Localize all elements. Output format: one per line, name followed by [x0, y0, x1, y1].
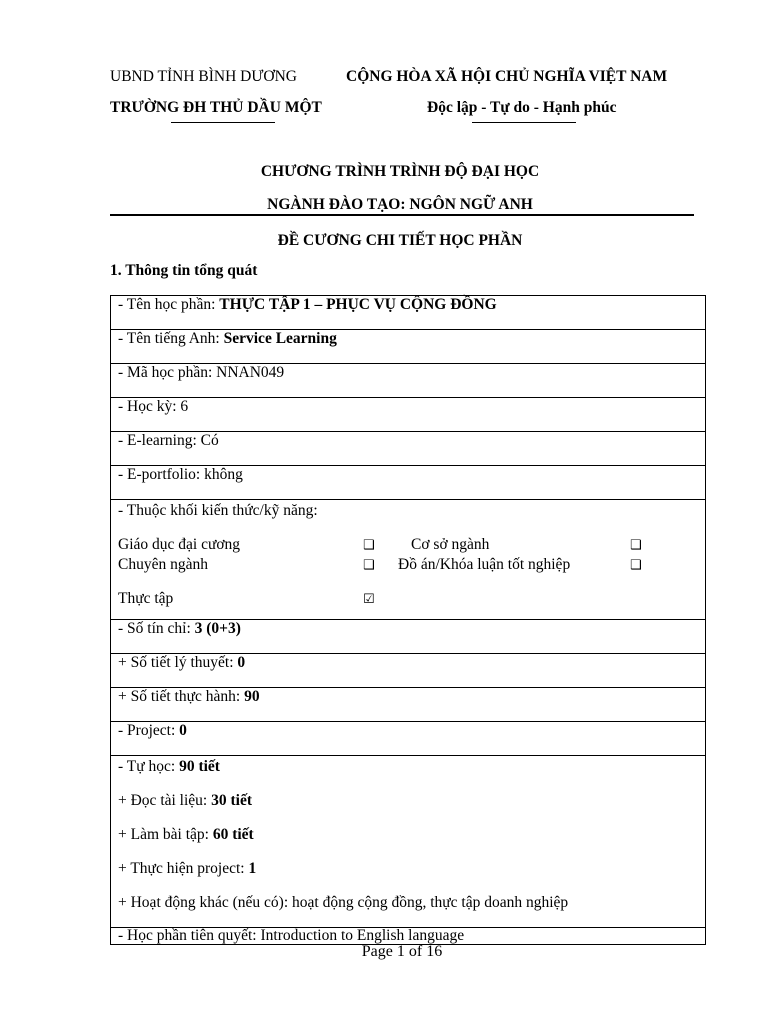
- option-internship-label: Thực tập: [118, 590, 174, 607]
- reading-label: + Đọc tài liệu:: [118, 792, 212, 809]
- table-row: [111, 688, 706, 722]
- option-row-3: [118, 590, 698, 612]
- theory-label: + Số tiết lý thuyết:: [118, 654, 238, 671]
- table-row: [111, 756, 706, 928]
- reading-line: [118, 791, 698, 825]
- self-study-line: [118, 757, 698, 791]
- outline-title: ĐỀ CƯƠNG CHI TIẾT HỌC PHẦN: [277, 232, 523, 249]
- page-number: Page 1 of 16: [361, 943, 443, 960]
- course-info-table: [110, 295, 706, 945]
- title-rule: [110, 214, 694, 216]
- project-exec-line: [118, 859, 698, 893]
- option-internship-checkbox[interactable]: ☑: [363, 592, 375, 607]
- option-thesis-label: Đồ án/Khóa luận tốt nghiệp: [398, 556, 571, 573]
- header-motto: Độc lập - Tự do - Hạnh phúc: [427, 99, 617, 116]
- option-specialized-label: Chuyên ngành: [118, 556, 208, 573]
- prerequisite-cell: - Học phần tiên quyết: Introduction to English language: [111, 928, 706, 945]
- theory-cell: [111, 654, 706, 688]
- english-name-cell: [111, 330, 706, 364]
- table-row: [111, 466, 706, 500]
- project-exec-label: + Thực hiện project:: [118, 860, 249, 877]
- practice-cell: [111, 688, 706, 722]
- option-base-checkbox[interactable]: ❑: [630, 538, 642, 553]
- project-exec-value: 1: [248, 860, 257, 877]
- english-name-value: Service Learning: [223, 330, 337, 347]
- table-row: [111, 432, 706, 466]
- table-row: [111, 928, 706, 945]
- elearning-cell: - E-learning: Có: [111, 432, 706, 466]
- table-row: [111, 654, 706, 688]
- english-name-label: - Tên tiếng Anh:: [118, 330, 224, 347]
- table-row: [111, 722, 706, 756]
- table-row: [111, 620, 706, 654]
- option-general-label: Giáo dục đại cương: [118, 536, 241, 553]
- self-study-value: 90 tiết: [179, 758, 220, 775]
- course-name-value: THỰC TẬP 1 – PHỤC VỤ CỘNG ĐỒNG: [219, 296, 497, 313]
- project-label: - Project:: [118, 722, 180, 739]
- option-row-1: [118, 536, 698, 556]
- practice-value: 90: [244, 688, 260, 705]
- exercises-label: + Làm bài tập:: [118, 826, 213, 843]
- credits-value: 3 (0+3): [194, 620, 241, 637]
- header-motto-underline: [472, 122, 576, 123]
- option-row-2: [118, 556, 698, 590]
- table-row: [111, 500, 706, 620]
- option-general-checkbox[interactable]: ❑: [363, 538, 375, 553]
- option-base-label: Cơ sở ngành: [411, 536, 490, 553]
- table-row: [111, 364, 706, 398]
- theory-value: 0: [237, 654, 246, 671]
- header-country: CỘNG HÒA XÃ HỘI CHỦ NGHĨA VIỆT NAM: [346, 68, 668, 85]
- course-name-cell: [111, 296, 706, 330]
- course-code-cell: - Mã học phần: NNAN049: [111, 364, 706, 398]
- course-name-label: - Tên học phần:: [118, 296, 220, 313]
- header-school: TRƯỜNG ĐH THỦ DẦU MỘT: [110, 99, 322, 116]
- project-value: 0: [179, 722, 187, 739]
- eportfolio-cell: - E-portfolio: không: [111, 466, 706, 500]
- major-title: NGÀNH ĐÀO TẠO: NGÔN NGỮ ANH: [267, 196, 533, 213]
- header-agency: UBND TỈNH BÌNH DƯƠNG: [110, 68, 297, 85]
- section-heading: 1. Thông tin tổng quát: [110, 262, 258, 279]
- exercises-value: 60 tiết: [212, 826, 254, 843]
- reading-value: 30 tiết: [211, 792, 252, 809]
- knowledge-block-cell: [111, 500, 706, 620]
- project-cell: [111, 722, 706, 756]
- table-row: [111, 296, 706, 330]
- credits-cell: [111, 620, 706, 654]
- practice-label: + Số tiết thực hành:: [118, 688, 245, 705]
- other-activities-line: + Hoạt động khác (nếu có): hoạt động cộng đồng, thực tập doanh nghiệp: [118, 894, 569, 911]
- table-row: [111, 398, 706, 432]
- knowledge-block-label: - Thuộc khối kiến thức/kỹ năng:: [118, 502, 318, 519]
- credits-label: - Số tín chỉ:: [118, 620, 195, 637]
- option-thesis-checkbox[interactable]: ❑: [630, 558, 642, 573]
- header-school-underline: [171, 122, 275, 123]
- option-specialized-checkbox[interactable]: ❑: [363, 558, 375, 573]
- semester-cell: - Học kỳ: 6: [111, 398, 706, 432]
- self-study-label: - Tự học:: [118, 758, 180, 775]
- table-row: [111, 330, 706, 364]
- program-title: CHƯƠNG TRÌNH TRÌNH ĐỘ ĐẠI HỌC: [260, 163, 540, 180]
- self-study-cell: [111, 756, 706, 928]
- exercises-line: [118, 825, 698, 859]
